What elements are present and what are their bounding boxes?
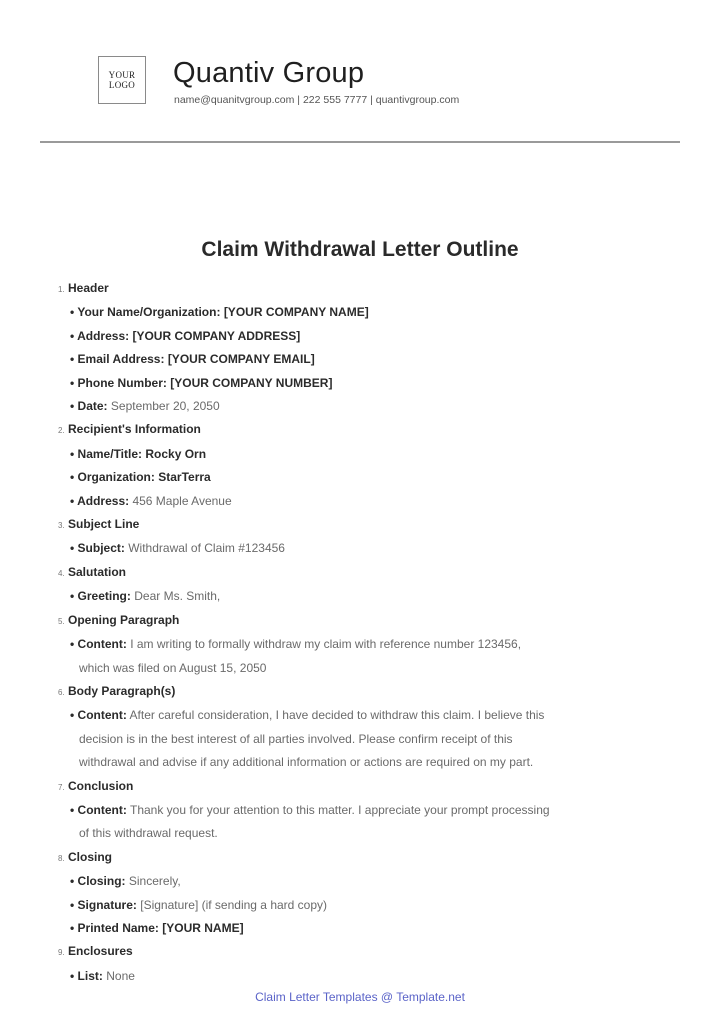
section-number: 5.	[58, 616, 65, 626]
list-item	[58, 348, 658, 371]
bullet-icon: •	[70, 399, 78, 414]
item-label: Address:	[77, 328, 130, 343]
item-value: [YOUR NAME]	[162, 920, 244, 935]
letterhead	[98, 56, 658, 112]
section-title: Subject Line	[68, 517, 140, 532]
logo-text-line2: LOGO	[108, 80, 136, 90]
section-number: 1.	[58, 285, 65, 294]
section-heading	[58, 561, 658, 585]
item-value: [Signature] (if sending a hard copy)	[140, 897, 328, 912]
section-title: Salutation	[68, 564, 127, 579]
logo-text-line1: YOUR	[108, 70, 136, 80]
item-label: Closing:	[77, 874, 126, 889]
section-number: 2.	[58, 426, 65, 436]
item-continuation: withdrawal and advise if any additional information or actions are required on my part.	[79, 755, 534, 770]
item-label: Content:	[77, 708, 127, 723]
section-number: 7.	[58, 782, 65, 792]
item-label: Signature:	[77, 897, 137, 912]
bullet-icon: •	[70, 874, 78, 889]
section-title: Closing	[68, 849, 112, 864]
list-item	[58, 490, 658, 513]
bullet-icon: •	[70, 968, 78, 983]
list-item	[58, 395, 658, 418]
item-value: [YOUR COMPANY ADDRESS]	[132, 328, 301, 343]
list-item	[58, 917, 658, 940]
section-title: Header	[68, 281, 109, 295]
item-value: Sincerely,	[128, 874, 181, 889]
bullet-icon: •	[70, 920, 78, 935]
section-heading	[58, 609, 658, 633]
bullet-icon: •	[70, 708, 78, 723]
item-value: StarTerra	[158, 470, 211, 485]
item-label: Date:	[77, 399, 108, 414]
item-label: Greeting:	[77, 589, 131, 604]
item-value: I am writing to formally withdraw my claim with reference number 123456,	[130, 637, 522, 652]
item-continuation: of this withdrawal request.	[79, 826, 218, 841]
list-item	[58, 372, 658, 395]
item-value: Withdrawal of Claim #123456	[128, 541, 285, 556]
item-label: Organization:	[77, 470, 155, 485]
document-title: Claim Withdrawal Letter Outline	[201, 238, 519, 261]
list-item	[58, 301, 658, 324]
item-label: List:	[77, 968, 103, 983]
list-item	[58, 537, 658, 560]
bullet-icon: •	[70, 328, 78, 343]
item-continuation: which was filed on August 15, 2050	[79, 660, 267, 675]
bullet-icon: •	[70, 470, 78, 485]
item-label: Email Address:	[77, 352, 165, 367]
bullet-icon: •	[70, 541, 78, 556]
item-label: Address:	[77, 493, 130, 508]
section-heading	[58, 513, 658, 537]
bullet-icon: •	[70, 493, 78, 508]
section-number: 6.	[58, 687, 65, 697]
section-title: Body Paragraph(s)	[68, 683, 176, 698]
item-value: September 20, 2050	[110, 399, 220, 414]
outline-list	[58, 277, 658, 988]
section-heading	[58, 418, 658, 442]
section-title: Conclusion	[68, 778, 134, 793]
item-value: [YOUR COMPANY EMAIL]	[167, 352, 315, 367]
list-item	[58, 443, 658, 466]
bullet-icon: •	[70, 897, 78, 912]
list-item	[58, 965, 658, 988]
item-value: Thank you for your attention to this matter. I appreciate your prompt processing	[130, 802, 550, 817]
bullet-icon: •	[70, 352, 78, 367]
section-heading	[58, 775, 658, 799]
item-label: Content:	[77, 637, 127, 652]
list-item	[58, 799, 658, 822]
list-item	[58, 633, 658, 656]
list-item	[58, 466, 658, 489]
list-item	[58, 585, 658, 608]
bullet-icon: •	[70, 802, 78, 817]
section-heading	[58, 940, 658, 964]
company-contact: name@quanitvgroup.com | 222 555 7777 | quantivgroup.com	[174, 94, 460, 106]
logo-placeholder	[98, 56, 146, 104]
item-label: Your Name/Organization:	[77, 305, 221, 320]
item-label: Name/Title:	[77, 446, 143, 461]
item-value: None	[106, 968, 135, 983]
section-heading	[58, 277, 658, 301]
bullet-icon: •	[70, 589, 78, 604]
item-label: Phone Number:	[77, 375, 167, 390]
list-item	[58, 894, 658, 917]
item-value: Rocky Orn	[145, 446, 207, 461]
company-name: Quantiv Group	[173, 57, 365, 89]
list-item	[58, 325, 658, 348]
bullet-icon: •	[70, 637, 78, 652]
item-value: [YOUR COMPANY NUMBER]	[170, 375, 333, 390]
section-title: Recipient's Information	[68, 422, 201, 437]
bullet-icon: •	[70, 446, 78, 461]
bullet-icon: •	[70, 375, 78, 390]
section-number: 3.	[58, 521, 65, 531]
bullet-icon: •	[70, 305, 78, 320]
section-title: Opening Paragraph	[68, 612, 180, 627]
item-continuation: decision is in the best interest of all parties involved. Please confirm receipt of this	[79, 731, 513, 746]
item-value: Dear Ms. Smith,	[134, 589, 221, 604]
list-item	[58, 704, 658, 727]
item-label: Content:	[77, 802, 127, 817]
section-number: 4.	[58, 568, 65, 578]
item-label: Printed Name:	[77, 920, 159, 935]
header-divider	[40, 141, 680, 143]
item-value: [YOUR COMPANY NAME]	[223, 305, 369, 320]
section-title: Enclosures	[68, 944, 133, 959]
item-value: 456 Maple Avenue	[132, 493, 232, 508]
item-label: Subject:	[77, 541, 125, 556]
list-item	[58, 870, 658, 893]
footer-link[interactable]: Claim Letter Templates @ Template.net	[255, 990, 465, 1004]
section-heading	[58, 846, 658, 870]
section-number: 8.	[58, 853, 65, 863]
section-heading	[58, 680, 658, 704]
item-value: After careful consideration, I have decided to withdraw this claim. I believe this	[129, 708, 545, 723]
section-number: 9.	[58, 948, 65, 958]
